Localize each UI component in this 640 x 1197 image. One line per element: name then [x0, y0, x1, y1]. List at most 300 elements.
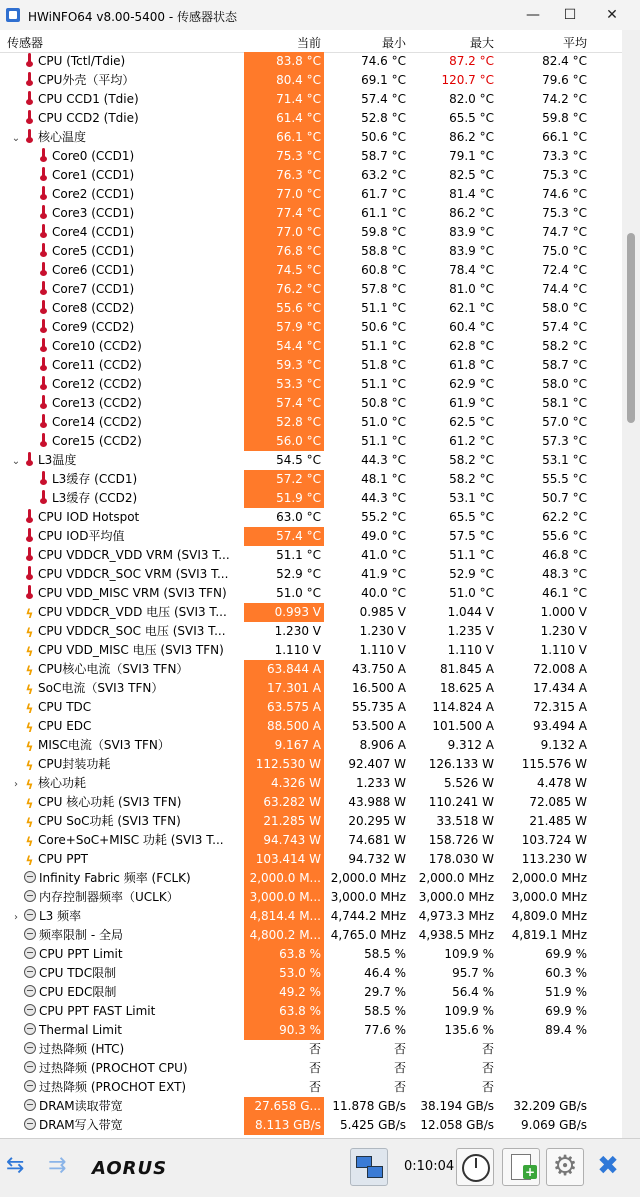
sensor-label: Core11 (CCD2)	[52, 358, 142, 372]
sensor-label: Core0 (CCD1)	[52, 149, 135, 163]
sensor-name-cell	[0, 755, 265, 774]
percent-gauge-icon	[24, 1080, 36, 1092]
sensor-name-cell	[0, 223, 279, 242]
sensor-name-cell	[0, 299, 279, 318]
current-value-cell	[244, 128, 324, 147]
sensor-row[interactable]	[0, 869, 622, 888]
min-value: 1.230 V	[359, 624, 406, 638]
max-value: 58.2 °C	[449, 472, 494, 486]
min-value: 74.681 W	[348, 833, 406, 847]
sensor-row[interactable]	[0, 451, 622, 470]
min-value: 1.110 V	[359, 643, 406, 657]
min-value: 58.8 °C	[361, 244, 406, 258]
current-value: 9.167 A	[274, 738, 321, 752]
sensor-row[interactable]	[0, 907, 622, 926]
current-value-cell	[244, 1116, 324, 1135]
current-value-cell	[244, 451, 324, 470]
clock-reset-icon[interactable]	[456, 1148, 494, 1186]
header-sensor[interactable]: 传感器	[7, 36, 44, 50]
sensor-name-cell	[0, 983, 265, 1002]
navigate-arrows-icon[interactable]: ⇆	[6, 1153, 25, 1178]
sensor-row[interactable]	[0, 90, 622, 109]
min-value: 11.878 GB/s	[332, 1099, 406, 1113]
max-value: 109.9 %	[444, 1004, 494, 1018]
thermometer-icon	[24, 129, 35, 143]
sensor-name-cell	[0, 375, 279, 394]
sensor-name-cell	[0, 128, 251, 147]
current-value-cell	[244, 869, 324, 888]
sensor-row[interactable]	[0, 964, 622, 983]
sensor-label: Core6 (CCD1)	[52, 263, 135, 277]
sensor-row[interactable]	[0, 774, 622, 793]
current-value: 1.230 V	[274, 624, 321, 638]
sensor-row[interactable]	[0, 394, 622, 413]
sensor-row[interactable]	[0, 280, 622, 299]
thermometer-icon	[24, 585, 35, 599]
min-value: 94.732 W	[348, 852, 406, 866]
avg-value: 58.0 °C	[542, 377, 587, 391]
current-value: 76.8 °C	[276, 244, 321, 258]
max-value: 61.9 °C	[449, 396, 494, 410]
sensor-label: L3缓存 (CCD1)	[52, 472, 138, 486]
min-value: 43.750 A	[351, 662, 406, 676]
thermometer-icon	[38, 262, 49, 276]
column-header	[0, 30, 622, 53]
current-value: 54.4 °C	[276, 339, 321, 353]
current-value: 94.743 W	[263, 833, 321, 847]
sensor-row[interactable]	[0, 318, 622, 337]
sensor-name-cell	[0, 1116, 265, 1135]
sensor-row[interactable]	[0, 242, 622, 261]
current-value: 57.2 °C	[276, 472, 321, 486]
current-value-cell	[244, 622, 324, 641]
max-value: 61.2 °C	[449, 434, 494, 448]
sensor-row[interactable]	[0, 109, 622, 128]
current-value-cell	[244, 1078, 324, 1097]
vertical-scrollbar[interactable]	[622, 30, 640, 1138]
header-min[interactable]: 最小	[381, 36, 406, 50]
percent-gauge-icon	[24, 1061, 36, 1073]
current-value: 51.1 °C	[276, 548, 321, 562]
sensor-row[interactable]	[0, 1002, 622, 1021]
current-value: 112.530 W	[255, 757, 321, 771]
sensor-row[interactable]	[0, 983, 622, 1002]
sensor-name-cell	[0, 489, 279, 508]
settings-gear-icon[interactable]: ⚙	[546, 1148, 584, 1186]
current-value-cell	[244, 546, 324, 565]
min-value: 50.8 °C	[361, 396, 406, 410]
min-value: 74.6 °C	[361, 54, 406, 68]
sensor-row[interactable]	[0, 52, 622, 71]
sensor-row[interactable]	[0, 641, 622, 660]
add-report-icon[interactable]	[502, 1148, 540, 1186]
avg-value: 9.132 A	[540, 738, 587, 752]
max-value: 101.500 A	[432, 719, 494, 733]
lightning-bolt-icon: ϟ	[25, 664, 34, 678]
sensor-row[interactable]	[0, 432, 622, 451]
percent-gauge-icon	[24, 985, 36, 997]
lightning-bolt-icon: ϟ	[25, 702, 34, 716]
sensor-label: CPU PPT Limit	[39, 947, 123, 961]
current-value: 57.4 °C	[276, 396, 321, 410]
min-value: 50.6 °C	[361, 130, 406, 144]
sensor-row[interactable]	[0, 546, 622, 565]
lightning-bolt-icon: ϟ	[25, 626, 34, 640]
max-value: 83.9 °C	[449, 244, 494, 258]
sensor-row[interactable]	[0, 204, 622, 223]
avg-value: 69.9 %	[545, 947, 587, 961]
sensor-name-cell	[0, 527, 265, 546]
sensor-row[interactable]	[0, 698, 622, 717]
sensor-name-cell	[0, 432, 279, 451]
sensor-name-cell	[0, 242, 279, 261]
min-value: 61.1 °C	[361, 206, 406, 220]
current-value-cell	[244, 508, 324, 527]
minimize-button[interactable]: —	[526, 7, 540, 23]
avg-value: 4,819.1 MHz	[511, 928, 587, 942]
sensor-label: CPU VDDCR_VDD 电压 (SVI3 T...	[38, 605, 227, 619]
sensor-row[interactable]	[0, 299, 622, 318]
close-window-button[interactable]: ✕	[606, 7, 618, 23]
sensor-label: Core14 (CCD2)	[52, 415, 142, 429]
network-computers-icon[interactable]	[350, 1148, 388, 1186]
clock-gauge-icon	[24, 909, 36, 921]
scrollbar-thumb[interactable]	[627, 233, 635, 423]
current-value-cell	[244, 280, 324, 299]
avg-value: 60.3 %	[545, 966, 587, 980]
sensor-row[interactable]	[0, 850, 622, 869]
current-value: 80.4 °C	[276, 73, 321, 87]
thermometer-icon	[24, 110, 35, 124]
max-value: 79.1 °C	[449, 149, 494, 163]
avg-value: 59.8 °C	[542, 111, 587, 125]
sensor-name-cell	[0, 945, 265, 964]
current-value: 52.8 °C	[276, 415, 321, 429]
sensor-row[interactable]	[0, 71, 622, 90]
percent-gauge-icon	[24, 1023, 36, 1035]
sensor-name-cell	[0, 964, 265, 983]
sensor-row[interactable]	[0, 945, 622, 964]
sensor-label: 频率限制 - 全局	[39, 928, 123, 942]
sensor-row[interactable]	[0, 926, 622, 945]
sensor-row[interactable]	[0, 166, 622, 185]
collapse-chevron-icon[interactable]: ⌄	[11, 133, 21, 144]
sensor-row[interactable]	[0, 413, 622, 432]
sensor-row[interactable]	[0, 147, 622, 166]
sensor-row[interactable]	[0, 565, 622, 584]
avg-value: 4,809.0 MHz	[511, 909, 587, 923]
sensor-name-cell	[0, 907, 251, 926]
sensor-label: Core+SoC+MISC 功耗 (SVI3 T...	[38, 833, 224, 847]
current-value: 27.658 G...	[254, 1099, 321, 1113]
current-value: 63.282 W	[263, 795, 321, 809]
sensor-label: CPU 核心功耗 (SVI3 TFN)	[38, 795, 182, 809]
min-value: 否	[393, 1061, 406, 1075]
sensor-row[interactable]	[0, 660, 622, 679]
current-value-cell	[244, 679, 324, 698]
avg-value: 93.494 A	[532, 719, 587, 733]
sensor-label: CPU VDD_MISC VRM (SVI3 TFN)	[38, 586, 227, 600]
aorus-logo: AORUS	[92, 1158, 168, 1179]
max-value: 2,000.0 MHz	[418, 871, 494, 885]
sensor-row[interactable]	[0, 812, 622, 831]
max-value: 65.5 °C	[449, 510, 494, 524]
max-value: 57.5 °C	[449, 529, 494, 543]
lightning-bolt-icon: ϟ	[25, 816, 34, 830]
max-value: 78.4 °C	[449, 263, 494, 277]
sensor-row[interactable]	[0, 375, 622, 394]
sensor-row[interactable]	[0, 622, 622, 641]
thermometer-icon	[24, 91, 35, 105]
avg-value: 17.434 A	[532, 681, 587, 695]
current-value: 55.6 °C	[276, 301, 321, 315]
sensor-row[interactable]	[0, 1059, 622, 1078]
min-value: 49.0 °C	[361, 529, 406, 543]
sensor-label: 核心功耗	[38, 776, 87, 790]
min-value: 77.6 %	[364, 1023, 406, 1037]
avg-value: 66.1 °C	[542, 130, 587, 144]
clock-gauge-icon	[24, 1118, 36, 1130]
avg-value: 75.3 °C	[542, 168, 587, 182]
sensor-name-cell	[0, 413, 279, 432]
current-value: 76.3 °C	[276, 168, 321, 182]
expand-chevron-icon[interactable]: ›	[14, 779, 18, 790]
sensor-name-cell	[0, 641, 265, 660]
current-value-cell	[244, 223, 324, 242]
min-value: 51.1 °C	[361, 301, 406, 315]
current-value-cell	[244, 1059, 324, 1078]
exit-close-icon[interactable]: ✖	[597, 1151, 619, 1181]
max-value: 否	[481, 1080, 494, 1094]
sensor-label: 内存控制器频率（UCLK）	[39, 890, 179, 904]
current-value: 90.3 %	[279, 1023, 321, 1037]
avg-value: 51.9 %	[545, 985, 587, 999]
sensor-label: CPU封装功耗	[38, 757, 111, 771]
thermometer-icon	[38, 281, 49, 295]
sensor-name-cell	[0, 71, 265, 90]
sensor-name-cell	[0, 318, 279, 337]
max-value: 114.824 A	[432, 700, 494, 714]
avg-value: 74.4 °C	[542, 282, 587, 296]
sensor-name-cell	[0, 394, 279, 413]
current-value: 66.1 °C	[276, 130, 321, 144]
clock-gauge-icon	[24, 928, 36, 940]
sensor-name-cell	[0, 1002, 265, 1021]
avg-value	[498, 1078, 587, 1097]
max-value: 1.110 V	[447, 643, 494, 657]
sensor-row[interactable]	[0, 679, 622, 698]
sensor-row[interactable]	[0, 831, 622, 850]
max-value: 52.9 °C	[449, 567, 494, 581]
max-value: 82.0 °C	[449, 92, 494, 106]
current-value: 63.8 %	[279, 1004, 321, 1018]
sensor-row[interactable]	[0, 356, 622, 375]
sensor-name-cell	[0, 1040, 265, 1059]
sensor-label: CPU IOD Hotspot	[38, 510, 140, 524]
sensor-row[interactable]	[0, 337, 622, 356]
current-value-cell	[244, 584, 324, 603]
avg-value: 74.6 °C	[542, 187, 587, 201]
sensor-name-cell	[0, 584, 265, 603]
avg-value: 113.230 W	[521, 852, 587, 866]
current-value: 53.0 %	[279, 966, 321, 980]
min-value: 57.4 °C	[361, 92, 406, 106]
sensor-row[interactable]	[0, 261, 622, 280]
current-value: 否	[308, 1080, 321, 1094]
sensor-row[interactable]	[0, 736, 622, 755]
sensor-row[interactable]	[0, 470, 622, 489]
current-value: 51.0 °C	[276, 586, 321, 600]
max-value: 65.5 °C	[449, 111, 494, 125]
current-value: 49.2 %	[279, 985, 321, 999]
sensor-label: Core3 (CCD1)	[52, 206, 135, 220]
current-value-cell	[244, 527, 324, 546]
sensor-label: Core15 (CCD2)	[52, 434, 142, 448]
thermometer-icon	[38, 395, 49, 409]
avg-value: 50.7 °C	[542, 491, 587, 505]
sensor-row[interactable]	[0, 793, 622, 812]
max-value: 87.2 °C	[449, 54, 494, 68]
sensor-row[interactable]	[0, 185, 622, 204]
min-value: 58.5 %	[364, 947, 406, 961]
elapsed-timer: 0:10:04	[404, 1159, 455, 1174]
current-value: 88.500 A	[266, 719, 321, 733]
sensor-name-cell	[0, 736, 265, 755]
sensor-name-cell	[0, 166, 279, 185]
header-avg[interactable]: 平均	[562, 36, 587, 50]
max-value: 62.1 °C	[449, 301, 494, 315]
clock-gauge-icon	[24, 1099, 36, 1111]
current-value: 2,000.0 M...	[249, 871, 321, 885]
sensor-name-cell	[0, 1097, 265, 1116]
current-value-cell	[244, 660, 324, 679]
clock-gauge-icon	[24, 871, 36, 883]
current-value: 63.844 A	[266, 662, 321, 676]
current-value: 4,814.4 M...	[249, 909, 321, 923]
sensor-label: CPU PPT FAST Limit	[39, 1004, 156, 1018]
max-value: 83.9 °C	[449, 225, 494, 239]
current-value: 57.9 °C	[276, 320, 321, 334]
sensor-row[interactable]	[0, 128, 622, 147]
bottom-toolbar	[0, 1138, 640, 1197]
sensor-row[interactable]	[0, 584, 622, 603]
max-value: 1.044 V	[447, 605, 494, 619]
sensor-row[interactable]	[0, 755, 622, 774]
thermometer-icon	[38, 148, 49, 162]
min-value: 4,744.2 MHz	[330, 909, 406, 923]
sensor-name-cell	[0, 185, 279, 204]
sensor-name-cell	[0, 812, 265, 831]
current-value: 1.110 V	[274, 643, 321, 657]
avg-value: 1.110 V	[540, 643, 587, 657]
collapse-chevron-icon[interactable]: ⌄	[11, 456, 21, 467]
avg-value: 1.000 V	[540, 605, 587, 619]
current-value: 54.5 °C	[276, 453, 321, 467]
sensor-name-cell	[0, 660, 265, 679]
navigate-arrows-secondary-icon[interactable]: ⇉	[48, 1153, 67, 1178]
header-max[interactable]: 最大	[469, 36, 494, 50]
expand-chevron-icon[interactable]: ›	[14, 912, 18, 923]
avg-value: 9.069 GB/s	[521, 1118, 587, 1132]
sensor-row[interactable]	[0, 717, 622, 736]
avg-value: 57.3 °C	[542, 434, 587, 448]
current-value: 74.5 °C	[276, 263, 321, 277]
sensor-label: CPU CCD1 (Tdie)	[38, 92, 139, 106]
sensor-row[interactable]	[0, 1021, 622, 1040]
sensor-row[interactable]	[0, 1097, 622, 1116]
sensor-name-cell	[0, 337, 279, 356]
current-value-cell	[244, 242, 324, 261]
maximize-button[interactable]: ☐	[563, 7, 577, 23]
sensor-label: CPU (Tctl/Tdie)	[38, 54, 126, 68]
sensor-row[interactable]	[0, 489, 622, 508]
current-value: 否	[308, 1061, 321, 1075]
sensor-row[interactable]	[0, 888, 622, 907]
sensor-row[interactable]	[0, 223, 622, 242]
sensor-row[interactable]	[0, 1040, 622, 1059]
min-value: 55.2 °C	[361, 510, 406, 524]
max-value: 51.1 °C	[449, 548, 494, 562]
avg-value: 69.9 %	[545, 1004, 587, 1018]
sensor-label: Core2 (CCD1)	[52, 187, 135, 201]
min-value: 51.1 °C	[361, 377, 406, 391]
current-value-cell	[244, 299, 324, 318]
current-value: 否	[308, 1042, 321, 1056]
min-value: 44.3 °C	[361, 491, 406, 505]
avg-value: 53.1 °C	[542, 453, 587, 467]
lightning-bolt-icon: ϟ	[25, 797, 34, 811]
sensor-row[interactable]	[0, 603, 622, 622]
sensor-name-cell	[0, 926, 265, 945]
sensor-table	[0, 52, 622, 1138]
min-value: 58.7 °C	[361, 149, 406, 163]
min-value: 1.233 W	[355, 776, 406, 790]
sensor-label: CPU EDC限制	[39, 985, 117, 999]
window-title: HWiNFO64 v8.00-5400 - 传感器状态	[28, 10, 238, 24]
sensor-row[interactable]	[0, 508, 622, 527]
current-value: 57.4 °C	[276, 529, 321, 543]
current-value-cell	[244, 204, 324, 223]
avg-value: 21.485 W	[529, 814, 587, 828]
lightning-bolt-icon: ϟ	[25, 759, 34, 773]
thermometer-icon	[24, 528, 35, 542]
sensor-label: Core9 (CCD2)	[52, 320, 135, 334]
max-value: 33.518 W	[436, 814, 494, 828]
current-value-cell	[244, 565, 324, 584]
max-value: 3,000.0 MHz	[418, 890, 494, 904]
min-value: 51.0 °C	[361, 415, 406, 429]
current-value-cell	[244, 337, 324, 356]
min-value: 43.988 W	[348, 795, 406, 809]
sensor-row[interactable]	[0, 1078, 622, 1097]
current-value: 56.0 °C	[276, 434, 321, 448]
header-current[interactable]: 当前	[296, 36, 321, 50]
max-value: 95.7 %	[452, 966, 494, 980]
min-value: 53.500 A	[351, 719, 406, 733]
sensor-row[interactable]	[0, 1116, 622, 1135]
max-value: 4,938.5 MHz	[418, 928, 494, 942]
sensor-row[interactable]	[0, 527, 622, 546]
current-value-cell	[244, 926, 324, 945]
avg-value: 82.4 °C	[542, 54, 587, 68]
max-value: 1.235 V	[447, 624, 494, 638]
max-value: 56.4 %	[452, 985, 494, 999]
min-value: 58.5 %	[364, 1004, 406, 1018]
avg-value: 55.6 °C	[542, 529, 587, 543]
max-value: 51.0 °C	[449, 586, 494, 600]
lightning-bolt-icon: ϟ	[25, 740, 34, 754]
max-value: 58.2 °C	[449, 453, 494, 467]
